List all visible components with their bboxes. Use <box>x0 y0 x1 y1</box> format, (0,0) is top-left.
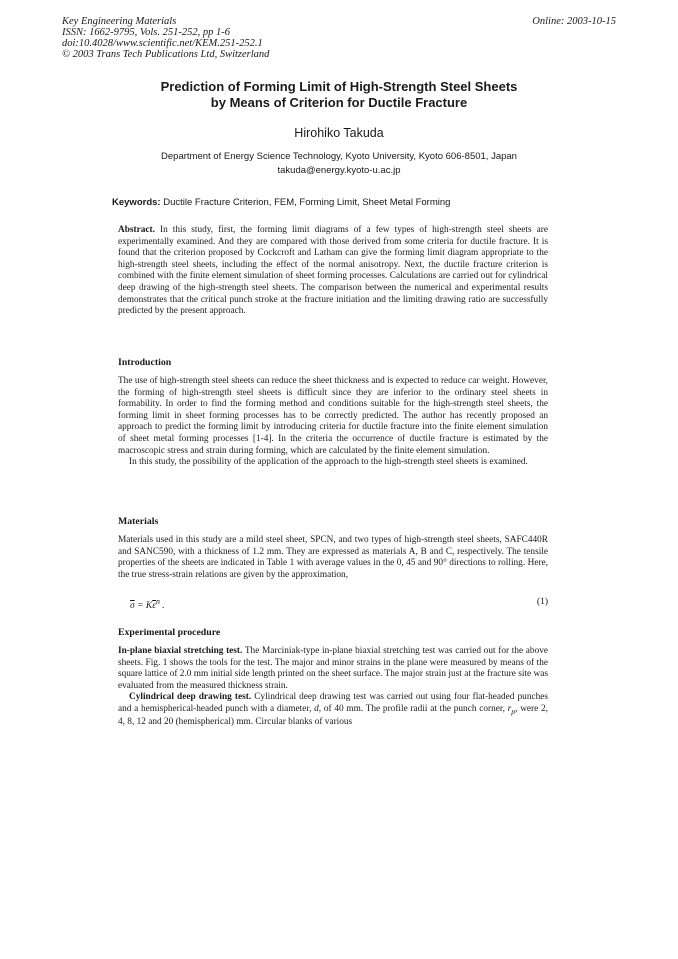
equation-number: (1) <box>536 597 548 607</box>
equation-strain: $\overline{\varepsilon}$ <box>152 601 156 612</box>
drawing-test-label: Cylindrical deep drawing test. <box>129 692 252 703</box>
equation-formula <box>130 597 165 611</box>
drawing-test-text-b: , of 40 mm. The profile radii at the punch corner, <box>318 703 508 714</box>
introduction-body <box>118 376 548 469</box>
equation-trail: . <box>159 601 165 612</box>
introduction-paragraph-2: In this study, the possibility of the application of the approach to the high-strength steel sheets is examined. <box>129 457 528 468</box>
author-name: Hirohiko Takuda <box>294 126 384 140</box>
title-line-1: Prediction of Forming Limit of High-Strength Steel Sheets <box>160 79 518 94</box>
drawing-test-text-c: , were 2, 4, 8, 12 and 20 (hemispherical) mm. Circular blanks of various <box>118 703 548 728</box>
materials-body <box>118 535 548 581</box>
materials-paragraph: Materials used in this study are a mild steel sheet, SPCN, and two types of high-strength steel sheets, SAFC440R and SANC590, with a thickness of 1.2 mm. They are expressed as materials A, B and C, respectively. The tensile properties of the sheets are indicated in Table 1 with average values in the 0, 45 and 90° directions to rolling. Here, the true stress-strain relations are given by the approximation, <box>118 535 548 580</box>
experimental-body <box>118 646 548 729</box>
experimental-paragraph-2 <box>118 692 548 729</box>
diameter-symbol: d <box>314 703 319 714</box>
abstract-label: Abstract. <box>118 225 155 235</box>
equation-equals: = <box>134 601 146 612</box>
affiliation: Department of Energy Science Technology, Kyoto University, Kyoto 606-8501, Japan <box>161 151 517 162</box>
abstract <box>118 225 548 318</box>
materials-heading: Materials <box>118 516 159 527</box>
radius-symbol: r <box>507 703 512 714</box>
experimental-heading: Experimental procedure <box>118 627 221 638</box>
author-email[interactable]: takuda@energy.kyoto-u.ac.jp <box>277 165 401 176</box>
journal-issn: ISSN: 1662-9795, Vols. 251-252, pp 1-6 <box>62 27 230 38</box>
abstract-text: In this study, first, the forming limit diagrams of a few types of high-strength steel sheets are experimentally examined. And they are compared with those derived from some criteria for ductile fracture. It is found that the criterion proposed by Cockcroft and Latham can give the forming limit diagram appropriate to the high-strength steel sheets, including the effect of the normal anisotropy. Next, the ductile fracture criterion is combined with the finite element simulation of sheet forming processes. Calculations are carried out for cylindrical deep drawing of the high-strength steel sheets. The comparison between the numerical and experimental results demonstrates that the critical punch stroke at the fracture initiation and the limiting drawing ratio are successfully predicted by the present approach. <box>118 225 548 317</box>
keywords-list: Ductile Fracture Criterion, FEM, Forming Limit, Sheet Metal Forming <box>163 197 451 208</box>
equation-coefficient: K <box>145 601 153 612</box>
stretching-test-text: The Marciniak-type in-plane biaxial stretching test was carried out for the above sheets. Fig. 1 shows the tools for the test. The major and minor strains in the plane were measured by means of the square lattice of 2.0 mm initial side length printed on the sheet surface. The major strain just at the fracture site was evaluated from the measured thickness strain. <box>118 646 548 691</box>
introduction-heading: Introduction <box>118 357 172 368</box>
drawing-test-text-a: Cylindrical deep drawing test was carried out using four flat-headed punches and a hemispherical-headed punch with a diameter, <box>118 692 548 714</box>
experimental-paragraph-1 <box>118 646 548 692</box>
paper-title <box>0 79 678 110</box>
stretching-test-label: In-plane biaxial stretching test. <box>118 646 243 656</box>
online-date: Online: 2003-10-15 <box>532 16 616 27</box>
equation-exponent: n <box>155 597 160 606</box>
keywords-line <box>112 197 450 208</box>
title-line-2: by Means of Criterion for Ductile Fracture <box>210 94 468 110</box>
affiliation-block <box>0 150 678 178</box>
journal-copyright: © 2003 Trans Tech Publications Ltd, Switzerland <box>62 49 270 60</box>
journal-header <box>62 16 269 60</box>
introduction-paragraph-1: The use of high-strength steel sheets can reduce the sheet thickness and is expected to reduce car weight. However, the forming of high-strength steel sheets is difficult since they are inferior to the ordinary steel sheets in formability. In order to find the forming method and conditions suitable for the high-strength steel sheets, the forming limit in sheet forming processes has to be correctly predicted. The author has recently proposed an approach to predict the forming limit by introducing criteria for ductile fracture into the finite element simulation of sheet metal forming processes [1-4]. In the criteria the occurrence of ductile fracture is estimated by the macroscopic stress and strain during forming, which are calculated by the finite element simulation. <box>118 376 548 456</box>
radius-subscript: p <box>511 706 516 716</box>
keywords-label: Keywords: <box>112 197 161 208</box>
journal-name: Key Engineering Materials <box>62 16 177 27</box>
equation-1 <box>118 597 548 611</box>
journal-doi[interactable]: doi:10.4028/www.scientific.net/KEM.251-252.1 <box>62 38 263 49</box>
equation-sigma: $\overline{\sigma}$ <box>130 601 135 612</box>
